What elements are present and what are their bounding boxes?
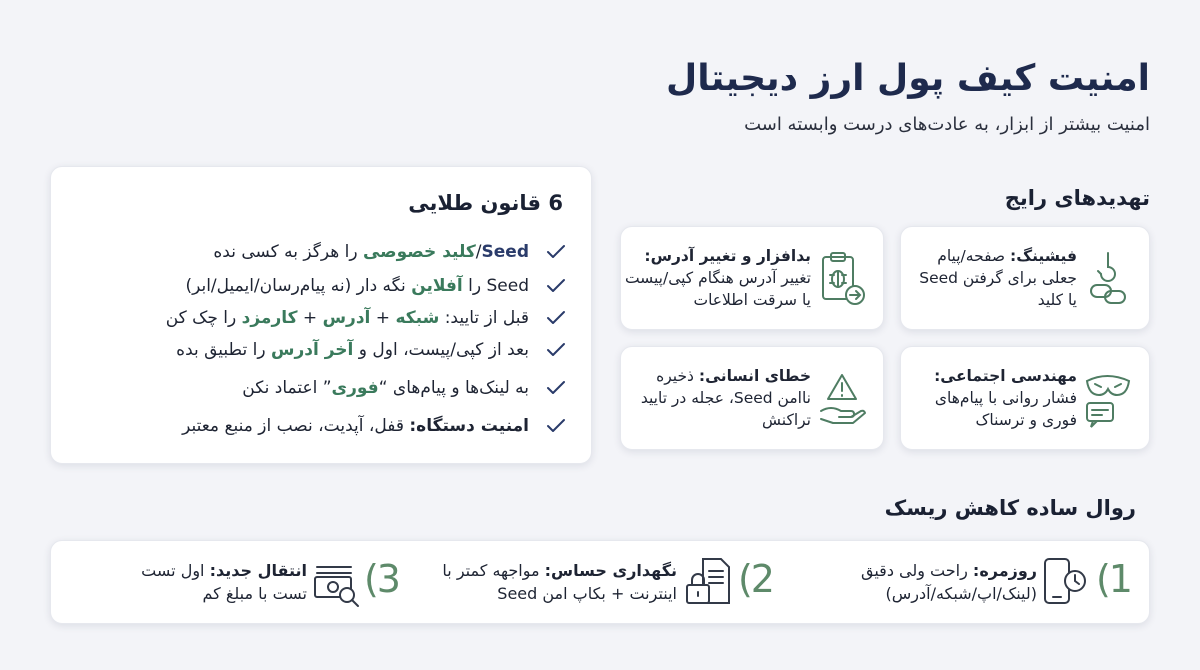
rule-text-part: Seed را <box>462 276 529 296</box>
golden-rule-item <box>69 237 569 267</box>
check-icon <box>543 239 569 265</box>
page-subtitle: امنیت بیشتر از ابزار، به عادت‌های درست وابسته است <box>744 114 1150 135</box>
golden-rule-text <box>166 308 529 328</box>
step-line2: اینترنت + بکاپ امن Seed <box>497 584 677 603</box>
flow-step-1 <box>789 541 1149 625</box>
step-number: (1 <box>1095 557 1131 601</box>
threat-heading: بدافزار و تغییر آدرس: <box>644 247 811 265</box>
golden-rule-item <box>69 303 569 333</box>
golden-rule-item <box>69 373 569 403</box>
step-number: (2 <box>737 557 773 601</box>
threat-card-malware <box>620 226 884 330</box>
check-icon <box>543 375 569 401</box>
rule-text-part: نگه دار (نه پیام‌رسان/ایمیل/ابر) <box>185 276 412 296</box>
step-heading: انتقال جدید: <box>209 561 307 580</box>
step-number: (3 <box>363 557 399 601</box>
threats-title: تهدیدهای رایج <box>1004 186 1150 210</box>
phone-clock-icon <box>1041 555 1089 611</box>
threat-text: فشار روانی با پیام‌های فوری و ترسناک <box>934 389 1077 429</box>
step-line1: اول تست <box>141 561 210 580</box>
rule-text-part: + <box>297 308 323 328</box>
flow-title: روال ساده کاهش ریسک <box>884 496 1136 520</box>
risk-reduction-flow-card <box>50 540 1150 624</box>
threat-text: ذخیره ناامن Seed، عجله در تایید تراکنش <box>640 367 811 429</box>
step-heading: روزمره: <box>972 561 1037 580</box>
malware-clipboard-icon <box>817 251 867 309</box>
rule-text-part: امنیت دستگاه: <box>409 416 529 436</box>
rule-text-part: + <box>370 308 396 328</box>
golden-rule-item <box>69 411 569 441</box>
check-icon <box>543 305 569 331</box>
step-line1: مواجهه کمتر با <box>442 561 545 580</box>
threat-card-phishing <box>900 226 1150 330</box>
golden-rule-text <box>213 242 529 262</box>
golden-rules-card <box>50 166 592 464</box>
threat-card-human-error <box>620 346 884 450</box>
threat-heading: مهندسی اجتماعی: <box>934 367 1077 385</box>
step-heading: نگهداری حساس: <box>544 561 677 580</box>
golden-rule-text <box>182 416 529 436</box>
rule-text-part: قبل از تایید: <box>439 308 529 328</box>
rule-text-part: بعد از کپی/پیست، اول و <box>353 340 529 360</box>
rule-text-part: را هرگز به کسی نده <box>213 242 363 262</box>
mask-chat-icon <box>1083 371 1133 429</box>
check-icon <box>543 337 569 363</box>
threat-card-social-engineering <box>900 346 1150 450</box>
threat-text: تغییر آدرس هنگام کپی/پیست یا سرقت اطلاعات <box>624 269 811 309</box>
step-line2: تست با مبلغ کم <box>202 584 307 603</box>
rule-text-part: / <box>475 242 482 262</box>
step-line1: راحت ولی دقیق <box>861 561 973 580</box>
golden-rule-text <box>185 276 529 296</box>
threat-text: صفحه/پیام جعلی برای گرفتن Seed یا کلید <box>919 247 1077 309</box>
threat-heading: خطای انسانی: <box>698 367 811 385</box>
golden-rules-title: 6 قانون طلایی <box>408 191 563 215</box>
rule-text-part: را چک کن <box>165 308 242 328</box>
rule-text-part: Seed <box>481 242 529 262</box>
flow-step-2 <box>411 541 781 625</box>
rule-text-part: قفل، آپدیت، نصب از منبع معتبر <box>182 416 410 436</box>
rule-text-part: کارمزد <box>241 308 298 328</box>
golden-rule-text <box>242 378 529 398</box>
rule-text-part: فوری <box>331 378 379 398</box>
money-search-icon <box>313 555 361 611</box>
rule-text-part: به لینک‌ها و پیام‌های “ <box>378 378 529 398</box>
flow-step-3 <box>53 541 403 625</box>
step-line2: (لینک/اپ/شبکه/آدرس) <box>885 584 1037 603</box>
golden-rule-item <box>69 271 569 301</box>
golden-rule-item <box>69 335 569 365</box>
check-icon <box>543 273 569 299</box>
lock-document-icon <box>685 555 733 611</box>
golden-rule-text <box>176 340 529 360</box>
rule-text-part: را تطبیق بده <box>176 340 271 360</box>
page-title: امنیت کیف پول ارز دیجیتال <box>666 58 1150 99</box>
phishing-hook-icon <box>1083 251 1133 309</box>
check-icon <box>543 413 569 439</box>
warning-hand-icon <box>817 371 867 429</box>
rule-text-part: آفلاین <box>411 276 463 296</box>
rule-text-part: کلید خصوصی <box>362 242 476 262</box>
rule-text-part: آدرس <box>322 308 371 328</box>
threat-heading: فیشینگ: <box>1010 247 1077 265</box>
rule-text-part: شبکه <box>395 308 440 328</box>
rule-text-part: آخر آدرس <box>270 340 354 360</box>
rule-text-part: ” اعتماد نکن <box>242 378 332 398</box>
